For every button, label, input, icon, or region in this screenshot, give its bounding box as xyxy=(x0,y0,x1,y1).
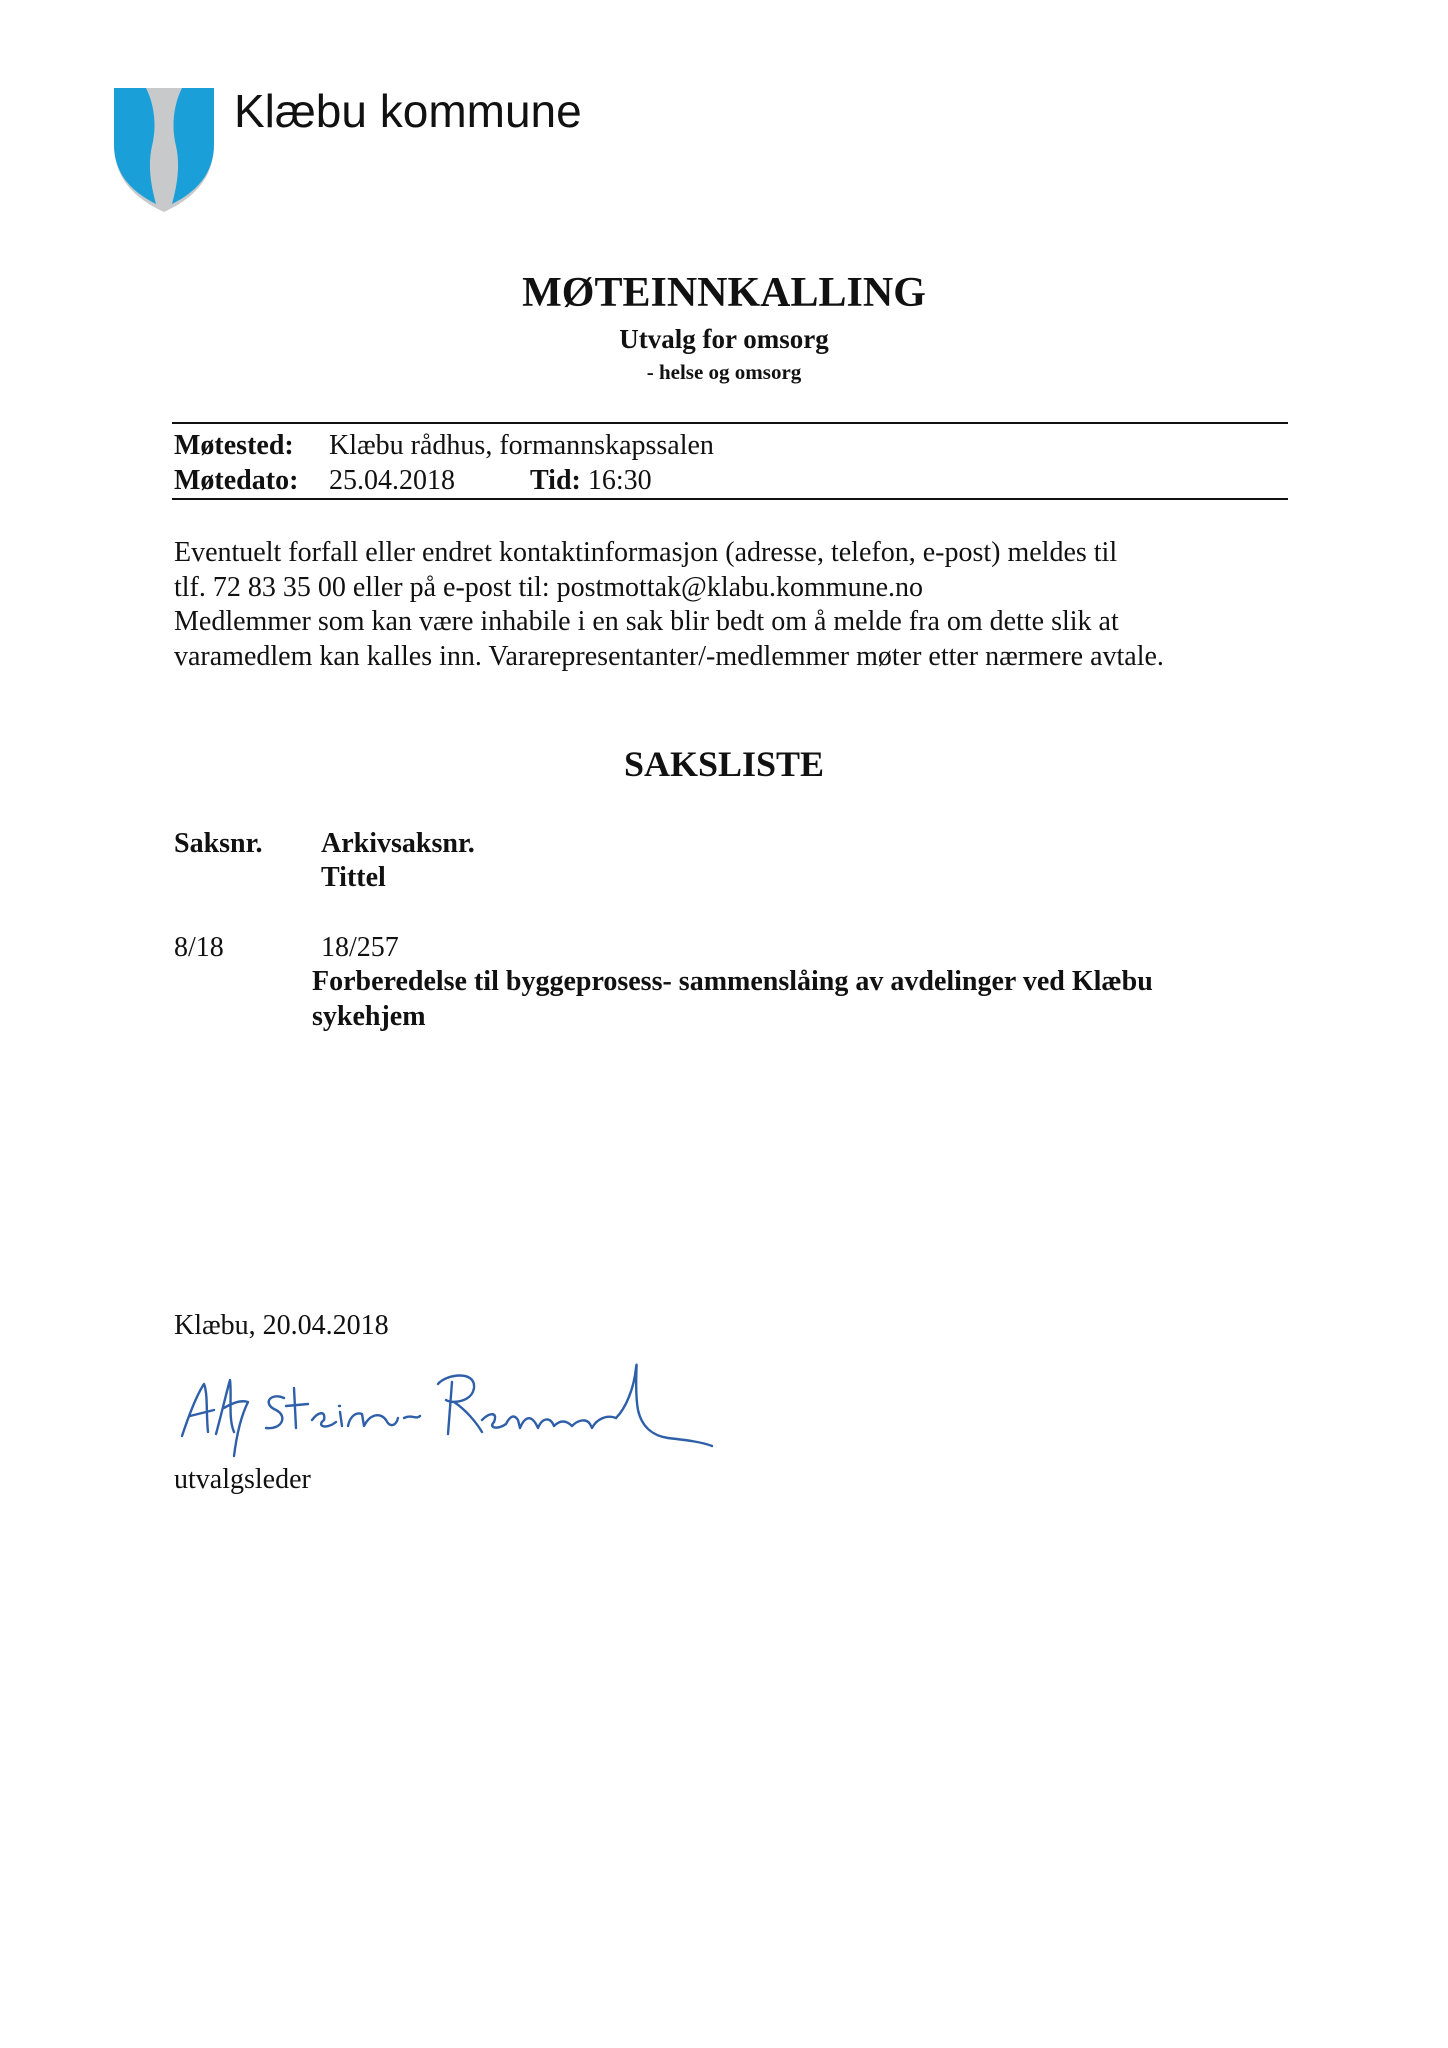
document-title: MØTEINNKALLING xyxy=(522,270,926,316)
handwritten-signature xyxy=(176,1348,716,1458)
col-header-saksnr: Saksnr. xyxy=(174,828,263,859)
agenda-item-title: Forberedelse til byggeprosess- sammenslåing av avdelinger ved Klæbu sykehjem xyxy=(312,966,1153,1032)
signer-role: utvalgsleder xyxy=(174,1464,311,1495)
notice-line: Eventuelt forfall eller endret kontaktinformasjon (adresse, telefon, e-post) meldes til xyxy=(174,537,1118,568)
meeting-date-value: 25.04.2018 xyxy=(329,465,455,496)
meeting-date-label: Møtedato: xyxy=(174,465,299,496)
notice-paragraph xyxy=(174,536,1294,674)
meeting-place-row xyxy=(174,432,714,460)
organization-name: Klæbu kommune xyxy=(234,85,582,137)
committee-subtitle: - helse og omsorg xyxy=(646,360,802,384)
agenda-item-arkivsaksnr: 18/257 xyxy=(321,932,399,963)
meeting-date-row xyxy=(174,467,652,495)
agenda-heading: SAKSLISTE xyxy=(623,744,825,784)
meeting-place-label: Møtested: xyxy=(174,430,294,461)
meeting-time-label: Tid: xyxy=(530,465,581,496)
meeting-place-value: Klæbu rådhus, formannskapssalen xyxy=(329,430,714,461)
notice-line: varamedlem kan kalles inn. Vararepresentanter/-medlemmer møter etter nærmere avtale. xyxy=(174,640,1164,672)
agenda-item-saksnr: 8/18 xyxy=(174,932,224,963)
notice-line: Medlemmer som kan være inhabile i en sak blir bedt om å melde fra om dette slik at xyxy=(174,606,1119,637)
notice-line: tlf. 72 83 35 00 eller på e-post til: postmottak@klabu.kommune.no xyxy=(174,571,924,603)
committee-name: Utvalg for omsorg xyxy=(619,324,829,354)
place-and-date: Klæbu, 20.04.2018 xyxy=(174,1310,389,1341)
col-header-arkivsaksnr: Arkivsaksnr. xyxy=(321,828,475,859)
divider-bottom xyxy=(172,498,1288,500)
meeting-time-value: 16:30 xyxy=(587,465,652,496)
col-header-tittel: Tittel xyxy=(321,862,386,893)
municipality-coat-of-arms xyxy=(112,86,216,214)
divider-top xyxy=(172,422,1288,424)
